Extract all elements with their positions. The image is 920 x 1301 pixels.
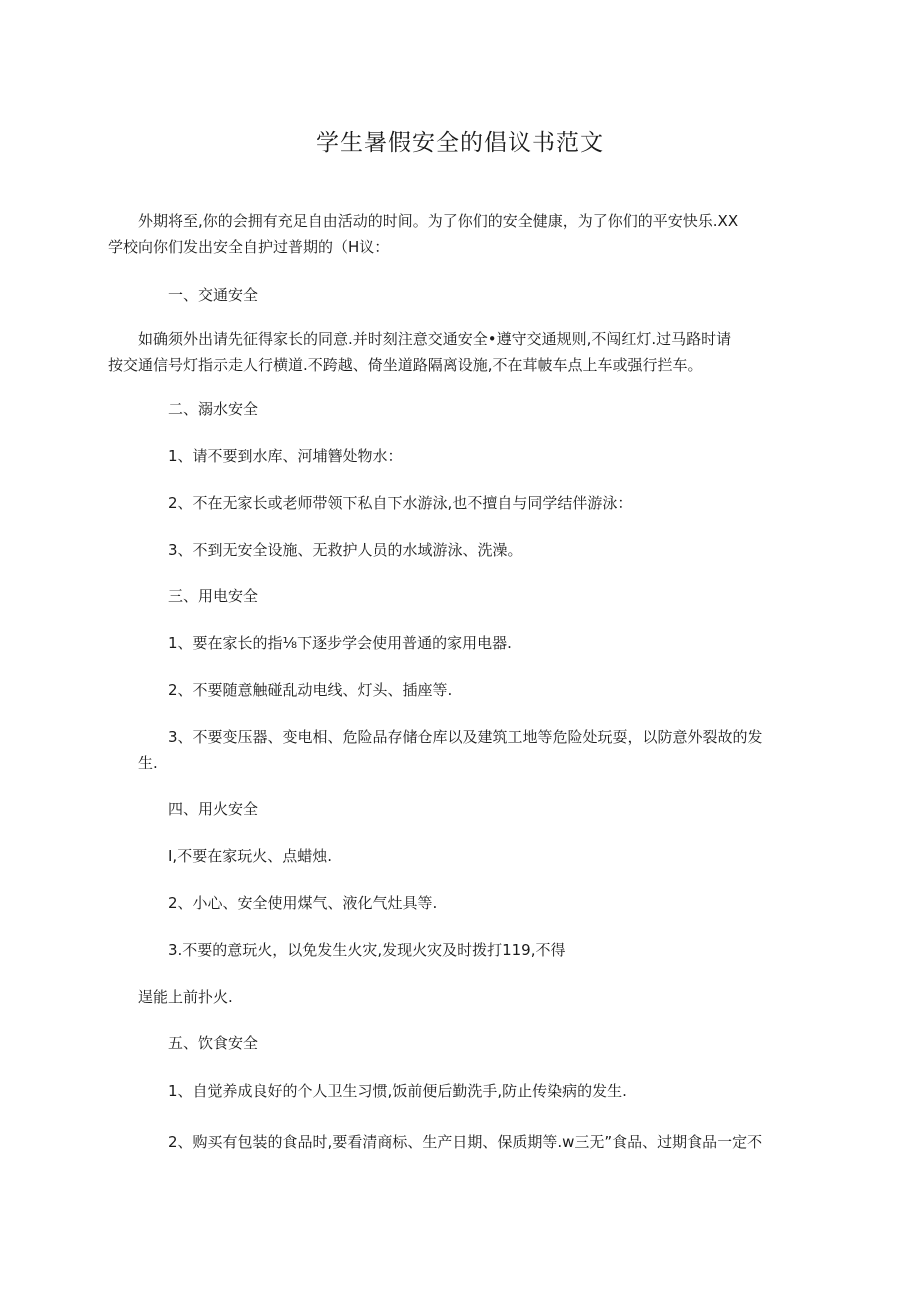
- traffic-line-2: 按交通信号灯指示走人行横道.不跨越、倚坐道路隔离设施,不在茸帔车点上车或强行拦车。: [108, 356, 703, 374]
- intro-line-2: 学校向你们发出安全自护过普期的（H议：: [108, 238, 390, 256]
- water-item-3: 3、不到无安全设施、无救护人员的水域游泳、洗澡。: [168, 541, 523, 559]
- section-heading-water: 二、溺水安全: [168, 400, 259, 418]
- section-heading-traffic: 一、交通安全: [168, 286, 259, 304]
- fire-item-3: 3.不要的意玩火，以免发生火灾,发现火灾及时拨打119,不得: [168, 941, 566, 959]
- document-title: 学生暑假安全的倡议书范文: [316, 130, 604, 156]
- food-item-2: 2、购买有包装的食品时,要看清商标、生产日期、保质期等.w三无”食品、过期食品一定不: [168, 1133, 763, 1151]
- electric-item-3-line-1: 3、不要变压器、变电相、危险品存储仓库以及建筑工地等危险处玩耍，以防意外裂故的发: [168, 728, 763, 746]
- electric-item-1: 1、要在家长的指⅛下逐步学会使用普通的家用电器.: [168, 634, 512, 652]
- water-item-2: 2、不在无家长或老师带领下私自下水游泳,也不擅自与同学结伴游泳：: [168, 494, 633, 512]
- electric-item-3: [138, 724, 763, 776]
- fire-item-2: 2、小心、安全使用煤气、液化气灶具等.: [168, 894, 438, 912]
- section-heading-fire: 四、用火安全: [168, 800, 259, 818]
- electric-item-2: 2、不要随意触碰乱动电线、灯头、插座等.: [168, 681, 453, 699]
- fire-item-1: I,不要在家玩火、点蜡烛.: [168, 847, 332, 865]
- water-item-1: 1、请不要到水库、河埔簪处物水：: [168, 447, 403, 465]
- food-item-1: 1、自觉养成良好的个人卫生习惯,饭前便后勤洗手,防止传染病的发生.: [168, 1082, 627, 1100]
- intro-line-1: 外期将至,你的会拥有充足自由活动的时间。为了你们的安全健康，为了你们的平安快乐.XX: [138, 212, 739, 230]
- section-heading-food: 五、饮食安全: [168, 1034, 259, 1052]
- intro-paragraph: [108, 208, 739, 260]
- electric-item-3-line-2: 生.: [138, 754, 158, 772]
- traffic-line-1: 如确须外出请先征得家长的同意.并时刻注意交通安全•遵守交通规则,不闯红灯.过马路时请: [138, 330, 732, 348]
- fire-item-3-continued: 逞能上前扑火.: [138, 988, 233, 1006]
- section-heading-electric: 三、用电安全: [168, 587, 259, 605]
- traffic-paragraph: [108, 326, 732, 378]
